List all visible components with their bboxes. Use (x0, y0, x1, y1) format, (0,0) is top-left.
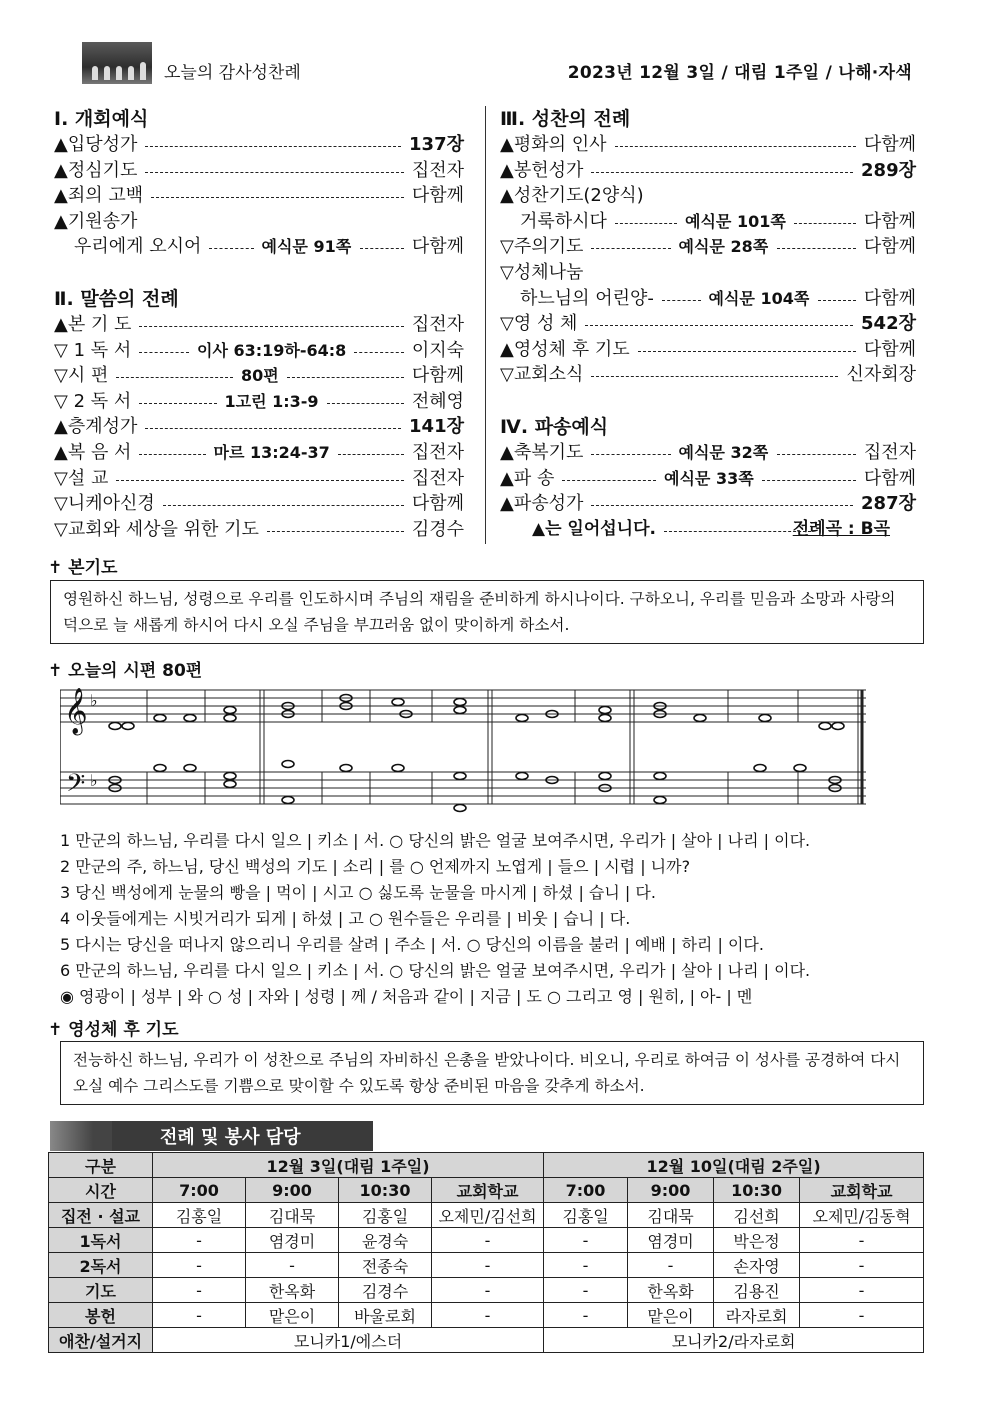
order-item-role: 집전자 (411, 313, 464, 335)
psalm-verse: 1 만군의 하느님, 우리를 다시 일으 | 키소 | 서. ○ 당신의 밝은 얼굴 보여주시면, 우리가 | 살아 | 나리 | 이다. (60, 831, 811, 850)
order-item-role: 289장 (861, 159, 916, 181)
row-label: 봉헌 (49, 1303, 153, 1328)
order-rows (500, 440, 916, 517)
time-cell: 10:30 (339, 1178, 432, 1203)
order-item-reference: 예식문 101쪽 (685, 211, 786, 231)
order-item (500, 132, 916, 158)
order-item-reference: 예식문 91쪽 (261, 237, 352, 257)
section-title: Ⅲ. 성찬의 전례 (500, 108, 631, 130)
order-item-label: ▽영 성 체 (500, 313, 578, 335)
leader-line (116, 480, 404, 481)
leader-line (664, 531, 811, 532)
psalm-heading: ✝ 오늘의 시편 80편 (48, 661, 203, 681)
table-row (49, 1253, 924, 1278)
order-item-label: ▲정심기도 (54, 159, 138, 181)
table-cell: - (153, 1278, 246, 1303)
table-row (49, 1278, 924, 1303)
table-cell: 전종숙 (339, 1253, 432, 1278)
order-item (54, 363, 464, 389)
liturgy-tune: 전례곡 : B곡 (792, 518, 890, 539)
leader-line (591, 454, 671, 455)
order-item-label: ▲층계성가 (54, 416, 138, 438)
order-item (500, 337, 916, 363)
psalm-verse: 4 이웃들에게는 시빗거리가 되게 | 하셨 | 고 ○ 원수들은 우리를 | 비웃 | 습니 | 다. (60, 909, 631, 928)
time-label: 시간 (49, 1178, 153, 1203)
section-title: Ⅱ. 말씀의 전례 (54, 287, 179, 310)
leader-line (615, 146, 856, 147)
leader-line (209, 248, 254, 249)
week1-header: 12월 3일(대림 1주일) (153, 1153, 544, 1178)
order-item (500, 234, 916, 260)
svg-text:𝄞: 𝄞 (64, 688, 88, 734)
time-cell: 교회학교 (432, 1178, 544, 1203)
leader-line (139, 403, 217, 404)
psalm-verse: ◉ 영광이 | 성부 | 와 ○ 성 | 자와 | 성령 | 께 / 처음과 같이 | 지금 | 도 ○ 그리고 영 | 원히, | 아- | 멘 (60, 987, 753, 1006)
order-item-label: ▽성체나눔 (500, 261, 584, 283)
leader-line (327, 403, 405, 404)
order-rows (500, 132, 916, 388)
row-label: 집전 · 설교 (49, 1203, 153, 1228)
time-cell: 7:00 (544, 1178, 628, 1203)
order-item (54, 209, 464, 235)
table-cell: - (432, 1303, 544, 1328)
table-cell: 박은정 (714, 1228, 800, 1253)
leader-line (762, 480, 856, 481)
column-divider (485, 106, 486, 544)
table-cell: - (544, 1278, 628, 1303)
order-item (54, 466, 464, 492)
svg-text:𝄢: 𝄢 (66, 769, 86, 804)
table-cell: - (544, 1303, 628, 1328)
order-item-role: 다함께 (411, 365, 464, 387)
order-item-role: 287장 (861, 493, 916, 515)
order-item-label: ▽설 교 (54, 467, 109, 489)
psalm-verse: 2 만군의 주, 하느님, 당신 백성의 기도 | 소리 | 를 ○ 언제까지 노엽게 | 들으 | 시렵 | 니까? (60, 857, 691, 876)
leader-line (139, 352, 189, 353)
leader-line (777, 248, 857, 249)
leader-line (139, 326, 404, 327)
table-cell: 한옥화 (246, 1278, 339, 1303)
order-item-label: ▲파송성가 (500, 493, 584, 515)
standing-note: ▲는 일어섭니다. (532, 518, 656, 539)
order-item-reference: 예식문 33쪽 (664, 468, 754, 488)
order-item-role: 다함께 (411, 236, 464, 258)
order-item-role: 다함께 (863, 287, 916, 309)
leader-line (145, 172, 404, 173)
order-item-label: ▲복 음 서 (54, 441, 132, 463)
time-cell: 9:00 (628, 1178, 714, 1203)
table-cell: 모니카1/에스더 (153, 1328, 544, 1353)
order-item-role: 김경수 (411, 518, 464, 540)
leader-line (360, 248, 405, 249)
table-row (49, 1303, 924, 1328)
order-item-label: ▽교회소식 (500, 364, 584, 386)
bulletin-title: 오늘의 감사성찬례 (164, 63, 301, 83)
section-title: Ⅳ. 파송예식 (500, 415, 609, 438)
collect-heading: ✝ 본기도 (48, 558, 118, 578)
table-cell: 염경미 (628, 1228, 714, 1253)
leader-line (585, 325, 853, 326)
leader-line (562, 480, 656, 481)
order-item-reference: 예식문 104쪽 (708, 288, 810, 308)
leader-line (145, 428, 401, 429)
svg-text:♭: ♭ (90, 771, 98, 790)
time-cell: 교회학교 (800, 1178, 924, 1203)
leader-line (151, 197, 404, 198)
section-title: Ⅰ. 개회예식 (54, 108, 149, 130)
order-item-reference: 예식문 32쪽 (678, 442, 769, 462)
order-item-label: ▲봉헌성가 (500, 159, 584, 181)
postcommunion-box (60, 1041, 924, 1105)
collect-text: 영원하신 하느님, 성령으로 우리를 인도하시며 주님의 재림을 준비하게 하시나이다. 구하오니, 우리를 믿음과 소망과 사랑의 덕으로 늘 새롭게 하시어 다시 오실 주님을 부끄러움 없이 맞이하게 하소서. (63, 590, 896, 634)
duty-banner-title: 전례 및 봉사 담당 (160, 1127, 301, 1148)
order-item-role: 다함께 (411, 185, 464, 207)
table-cell: 윤경숙 (339, 1228, 432, 1253)
table-cell: 오제민/김동혁 (800, 1203, 924, 1228)
order-item (54, 158, 464, 184)
psalm-verses (60, 828, 920, 1010)
leader-line (267, 531, 404, 532)
postcommunion-text: 전능하신 하느님, 우리가 이 성찬으로 주님의 자비하신 은총을 받았나이다. 비오니, 우리로 하여금 이 성사를 공경하여 다시 오실 예수 그리스도를 기쁨으로 맞이할 수 있도록 항상 준비된 마음을 갖추게 하소서. (73, 1051, 901, 1095)
order-rows (54, 132, 464, 260)
psalm-verse: 3 당신 백성에게 눈물의 빵을 | 먹이 | 시고 ○ 싫도록 눈물을 마시게 | 하셨 | 습니 | 다. (60, 883, 656, 902)
order-item-role: 신자회장 (846, 364, 916, 386)
table-cell: 맡은이 (628, 1303, 714, 1328)
table-cell: 모니카2/라자로회 (544, 1328, 924, 1353)
leader-line (139, 454, 206, 455)
order-item-role: 137장 (409, 134, 464, 155)
order-item-label: ▽시 편 (54, 365, 109, 387)
order-item-role: 다함께 (863, 134, 916, 155)
table-cell: 김용진 (714, 1278, 800, 1303)
order-item-label: ▲죄의 고백 (54, 185, 144, 207)
order-item-reference: 1고린 1:3-9 (224, 391, 319, 411)
leader-line (591, 248, 671, 249)
order-item (500, 440, 916, 466)
order-item (54, 312, 464, 338)
order-item-reference: 마르 13:24-37 (213, 442, 330, 462)
date-line: 2023년 12월 3일 / 대림 1주일 / 나해·자색 (567, 63, 912, 83)
order-item-role: 다함께 (863, 338, 916, 360)
leader-line (615, 223, 677, 224)
table-cell: 맡은이 (246, 1303, 339, 1328)
leader-line (777, 454, 857, 455)
order-item-role: 542장 (861, 313, 916, 335)
collect-box (50, 580, 924, 644)
order-item-role: 다함께 (863, 210, 916, 232)
leader-line (818, 300, 857, 301)
page-header (82, 40, 912, 88)
table-cell: 바울로회 (339, 1303, 432, 1328)
table-cell: 김홍일 (339, 1203, 432, 1228)
order-item-role: 집전자 (411, 441, 464, 463)
order-item-reference: 예식문 28쪽 (678, 237, 769, 257)
order-item-role: 다함께 (411, 493, 464, 515)
leader-line (287, 377, 404, 378)
leader-line (638, 351, 856, 352)
table-cell: - (246, 1253, 339, 1278)
svg-text:♭: ♭ (90, 691, 98, 710)
table-cell: - (432, 1228, 544, 1253)
row-label: 1독서 (49, 1228, 153, 1253)
table-cell: 염경미 (246, 1228, 339, 1253)
order-item (54, 338, 464, 364)
order-item-label: 하느님의 어린양- (520, 287, 654, 309)
order-item (54, 491, 464, 517)
week2-header: 12월 10일(대림 2주일) (544, 1153, 924, 1178)
order-item-reference: 이사 63:19하-64:8 (197, 340, 347, 360)
order-item (500, 158, 916, 184)
order-item-label: ▲파 송 (500, 467, 555, 489)
table-cell: 김홍일 (153, 1203, 246, 1228)
order-item (54, 517, 464, 543)
table-cell: 오제민/김선희 (432, 1203, 544, 1228)
order-item-role: 이지숙 (411, 339, 464, 361)
order-item-reference: 80편 (241, 366, 279, 386)
leader-line (145, 146, 401, 147)
row-label: 기도 (49, 1278, 153, 1303)
banner-photo (50, 1121, 112, 1151)
leader-line (354, 352, 404, 353)
row-label: 애찬/설거지 (49, 1328, 153, 1353)
row-label: 2독서 (49, 1253, 153, 1278)
order-item (54, 440, 464, 466)
order-item-label: ▲본 기 도 (54, 313, 132, 335)
table-row (49, 1228, 924, 1253)
table-cell: 김경수 (339, 1278, 432, 1303)
table-cell: - (800, 1253, 924, 1278)
order-item-label: 거룩하시다 (520, 210, 607, 232)
table-cell: 김대묵 (628, 1203, 714, 1228)
order-item-label: 우리에게 오시어 (74, 236, 202, 258)
leader-line (591, 376, 838, 377)
leader-line (116, 377, 233, 378)
psalm-verse: 5 다시는 당신을 떠나지 않으리니 우리를 살려 | 주소 | 서. ○ 당신의 이름을 불러 | 예배 | 하리 | 이다. (60, 935, 764, 954)
table-cell: 김선희 (714, 1203, 800, 1228)
psalm-tone-score (60, 688, 866, 818)
order-item-label: ▲영성체 후 기도 (500, 338, 630, 360)
order-item-label: ▲입당성가 (54, 134, 138, 155)
order-item (500, 491, 916, 517)
order-item (500, 183, 916, 209)
table-cell: - (153, 1228, 246, 1253)
col-label-header: 구분 (49, 1153, 153, 1178)
table-cell: - (628, 1253, 714, 1278)
order-item (500, 286, 916, 312)
leader-line (591, 505, 853, 506)
table-cell: - (800, 1303, 924, 1328)
order-item-label: ▽교회와 세상을 위한 기도 (54, 518, 259, 540)
church-photo-logo (82, 42, 152, 84)
order-item-label: ▲평화의 인사 (500, 134, 607, 155)
table-cell: - (800, 1278, 924, 1303)
table-cell: - (432, 1253, 544, 1278)
time-cell: 7:00 (153, 1178, 246, 1203)
table-cell: 한옥화 (628, 1278, 714, 1303)
order-item (54, 414, 464, 440)
table-cell: 손자영 (714, 1253, 800, 1278)
table-cell: - (432, 1278, 544, 1303)
table-cell: - (800, 1228, 924, 1253)
order-item-role: 집전자 (411, 159, 464, 181)
order-item-role: 전혜영 (411, 390, 464, 412)
table-cell: 김홍일 (544, 1203, 628, 1228)
order-item-role: 다함께 (863, 236, 916, 258)
order-item-label: ▲축복기도 (500, 441, 584, 463)
order-item (54, 183, 464, 209)
order-item (54, 234, 464, 260)
postcommunion-heading: ✝ 영성체 후 기도 (48, 1020, 179, 1040)
order-rows (54, 312, 464, 542)
order-item-role: 141장 (409, 416, 464, 438)
order-item (500, 209, 916, 235)
order-item-role: 다함께 (863, 467, 916, 489)
order-right-column (500, 106, 916, 542)
leader-line (591, 172, 853, 173)
table-cell: - (544, 1253, 628, 1278)
order-item (54, 132, 464, 158)
order-item-label: ▽ 2 독 서 (54, 390, 132, 412)
table-cell: - (544, 1228, 628, 1253)
order-item-label: ▽주의기도 (500, 236, 584, 258)
order-item (500, 311, 916, 337)
order-item (54, 389, 464, 415)
leader-line (794, 223, 856, 224)
leader-line (338, 454, 405, 455)
order-item (500, 362, 916, 388)
order-item-label: ▲기원송가 (54, 210, 138, 232)
time-cell: 9:00 (246, 1178, 339, 1203)
leader-line (662, 300, 701, 301)
order-item-role: 집전자 (411, 467, 464, 489)
table-cell: - (153, 1303, 246, 1328)
time-cell: 10:30 (714, 1178, 800, 1203)
table-cell: 라자로회 (714, 1303, 800, 1328)
table-row (49, 1203, 924, 1228)
leader-line (163, 505, 404, 506)
duty-banner (50, 1121, 373, 1151)
order-item-label: ▲성찬기도(2양식) (500, 185, 644, 207)
order-item-label: ▽ 1 독 서 (54, 339, 132, 361)
order-item-role: 집전자 (863, 441, 916, 463)
order-item (500, 260, 916, 286)
psalm-verse: 6 만군의 하느님, 우리를 다시 일으 | 키소 | 서. ○ 당신의 밝은 얼굴 보여주시면, 우리가 | 살아 | 나리 | 이다. (60, 961, 811, 980)
duty-table (48, 1152, 924, 1353)
order-item (500, 466, 916, 492)
table-cell: 김대묵 (246, 1203, 339, 1228)
table-cell: - (153, 1253, 246, 1278)
order-left-column (54, 106, 464, 542)
order-item-label: ▽니케아신경 (54, 493, 155, 515)
